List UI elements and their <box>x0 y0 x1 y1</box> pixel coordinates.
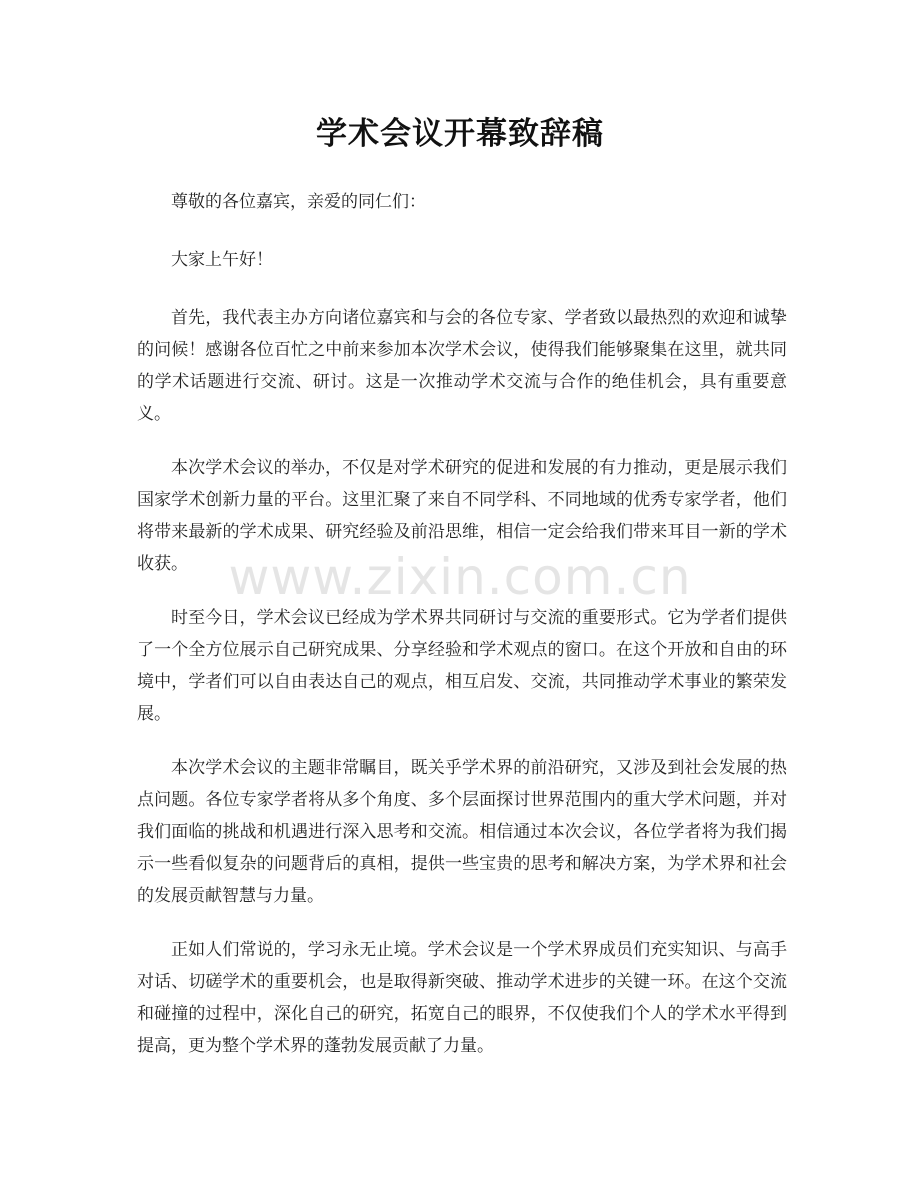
watermark-text: www.zixin.com.cn <box>228 548 692 606</box>
paragraph-form: 时至今日，学术会议已经成为学术界共同研讨与交流的重要形式。它为学者们提供了一个全方位展示自己研究成果、分享经验和学术观点的窗口。在这个开放和自由的环境中，学者们可以自由表达自己的观点，相互启发、交流，共同推动学术事业的繁荣发展。 <box>137 608 787 724</box>
paragraph-welcome: 首先，我代表主办方向诸位嘉宾和与会的各位专家、学者致以最热烈的欢迎和诚挚的问候！感谢各位百忙之中前来参加本次学术会议，使得我们能够聚集在这里，就共同的学术话题进行交流、研讨。这是一次推动学术交流与合作的绝佳机会，具有重要意义。 <box>137 308 787 424</box>
paragraph-theme: 本次学术会议的主题非常瞩目，既关乎学术界的前沿研究，又涉及到社会发展的热点问题。各位专家学者将从多个角度、多个层面探讨世界范围内的重大学术问题，并对我们面临的挑战和机遇进行深入思考和交流。相信通过本次会议，各位学者将为我们揭示一些看似复杂的问题背后的真相，提供一些宝贵的思考和解决方案，为学术界和社会的发展贡献智慧与力量。 <box>137 758 787 906</box>
paragraph-greeting: 大家上午好！ <box>171 250 273 270</box>
paragraph-significance: 本次学术会议的举办，不仅是对学术研究的促进和发展的有力推动，更是展示我们国家学术创新力量的平台。这里汇聚了来自不同学科、不同地域的优秀专家学者，他们将带来最新的学术成果、研究经验及前沿思维，相信一定会给我们带来耳目一新的学术收获。 <box>137 458 787 574</box>
paragraph-learning: 正如人们常说的，学习永无止境。学术会议是一个学术界成员们充实知识、与高手对话、切磋学术的重要机会，也是取得新突破、推动学术进步的关键一环。在这个交流和碰撞的过程中，深化自己的研究，拓宽自己的眼界，不仅使我们个人的学术水平得到提高，更为整个学术界的蓬勃发展贡献了力量。 <box>137 940 787 1056</box>
document-title: 学术会议开幕致辞稿 <box>316 116 604 152</box>
document-body <box>137 186 787 1084</box>
paragraph-salutation: 尊敬的各位嘉宾，亲爱的同仁们： <box>171 192 426 212</box>
